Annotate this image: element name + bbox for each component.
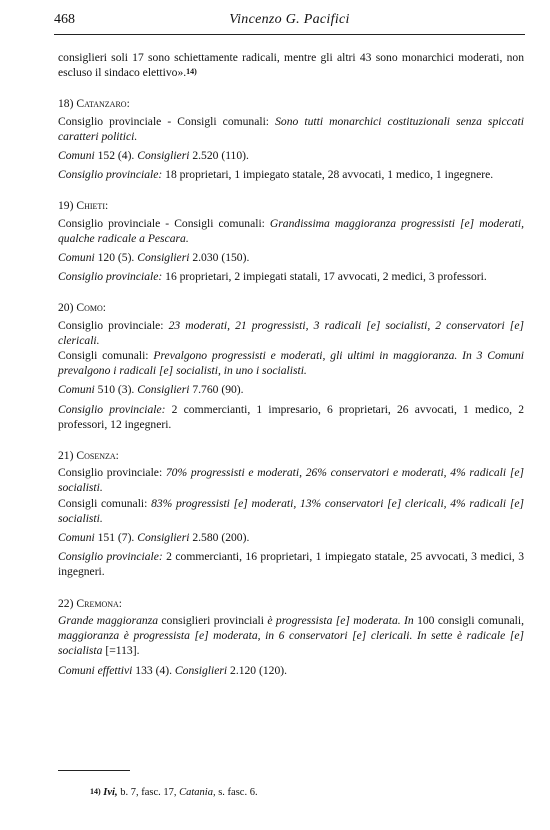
section-line: Comuni 152 (4). Consiglieri 2.520 (110). — [58, 149, 249, 163]
section-line: Consiglio provinciale: 18 proprietari, 1 impiegato statale, 28 avvocati, 1 medico, 1 ingegnere. — [58, 168, 494, 182]
section-title: 21) Cosenza: — [58, 449, 119, 463]
section-line: Grande maggioranza consiglieri provinciali è progressista [e] moderata. In 100 consigli comunali, maggioranza è progressista [e] moderata, in 6 conservatori [e] clericali. In sette è radicale [e] socialista [=113]. — [58, 613, 524, 658]
section-title: 19) Chieti: — [58, 199, 109, 213]
section-line: Consiglio provinciale - Consigli comunali: Sono tutti monarchici costituzionali senza spiccati caratteri politici. — [58, 114, 524, 143]
footnote-number: 14) — [90, 787, 101, 796]
header-rule — [54, 34, 525, 35]
section-como — [58, 300, 524, 432]
footnote: $^{14)}$ Ivi, b. 7, fasc. 17, Catania, s. fasc. 6. — [90, 787, 258, 798]
section-line: Consigli comunali: Prevalgono progressisti e moderati, gli ultimi in maggioranza. In 3 Comuni prevalgono i radicali [e] socialisti, in uno i socialisti. — [58, 349, 525, 378]
section-line: Consiglio provinciale - Consigli comunali: Grandissima maggioranza progressisti [e] moderati, qualche radicale a Pescara. — [58, 216, 524, 245]
section-line: Consiglio provinciale: 2 commercianti, 16 proprietari, 1 impiegato statale, 25 avvocati, 3 medici, 3 ingegneri. — [58, 550, 525, 579]
page-header — [54, 10, 525, 32]
section-title: 22) Cremona: — [58, 596, 122, 610]
footnote-ref: 14) — [186, 67, 197, 77]
section-cosenza — [58, 448, 524, 580]
section-catanzaro — [58, 96, 524, 182]
section-line: Comuni 151 (7). Consiglieri 2.580 (200). — [58, 531, 250, 545]
footnote-rule — [58, 770, 130, 771]
section-line: Comuni 120 (5). Consiglieri 2.030 (150). — [58, 251, 250, 265]
section-line: Comuni effettivi 133 (4). Consiglieri 2.120 (120). — [58, 663, 288, 677]
section-title: 20) Como: — [58, 301, 106, 315]
page-number: 468 — [54, 12, 75, 27]
section-line: Consiglio provinciale: 2 commercianti, 1 impresario, 6 proprietari, 26 avvocati, 1 medico, 2 professori, 12 ingegneri. — [58, 402, 524, 431]
body-text — [58, 50, 524, 678]
section-line: Consigli comunali: 83% progressisti [e] moderati, 13% conservatori [e] clericali, 4% radicali [e] socialisti. — [58, 496, 524, 525]
section-line: Consiglio provinciale: 70% progressisti e moderati, 26% conservatori e moderati, 4% radicali [e] socialisti. — [58, 466, 524, 495]
intro-paragraph: consiglieri soli 17 sono schiettamente radicali, mentre gli altri 43 sono monarchici moderati, non escluso il sindaco elettivo».$^{14)}$ — [58, 51, 524, 80]
section-chieti — [58, 198, 524, 284]
running-head: Vincenzo G. Pacifici — [229, 12, 350, 27]
section-line: Consiglio provinciale: 16 proprietari, 2 impiegati statali, 17 avvocati, 2 medici, 3 professori. — [58, 270, 487, 284]
section-line: Consiglio provinciale: 23 moderati, 21 progressisti, 3 radicali [e] socialisti, 2 conservatori [e] clericali. — [58, 318, 524, 347]
section-title: 18) Catanzaro: — [58, 97, 130, 111]
section-cremona — [58, 596, 524, 678]
section-line: Comuni 510 (3). Consiglieri 7.760 (90). — [58, 383, 244, 397]
